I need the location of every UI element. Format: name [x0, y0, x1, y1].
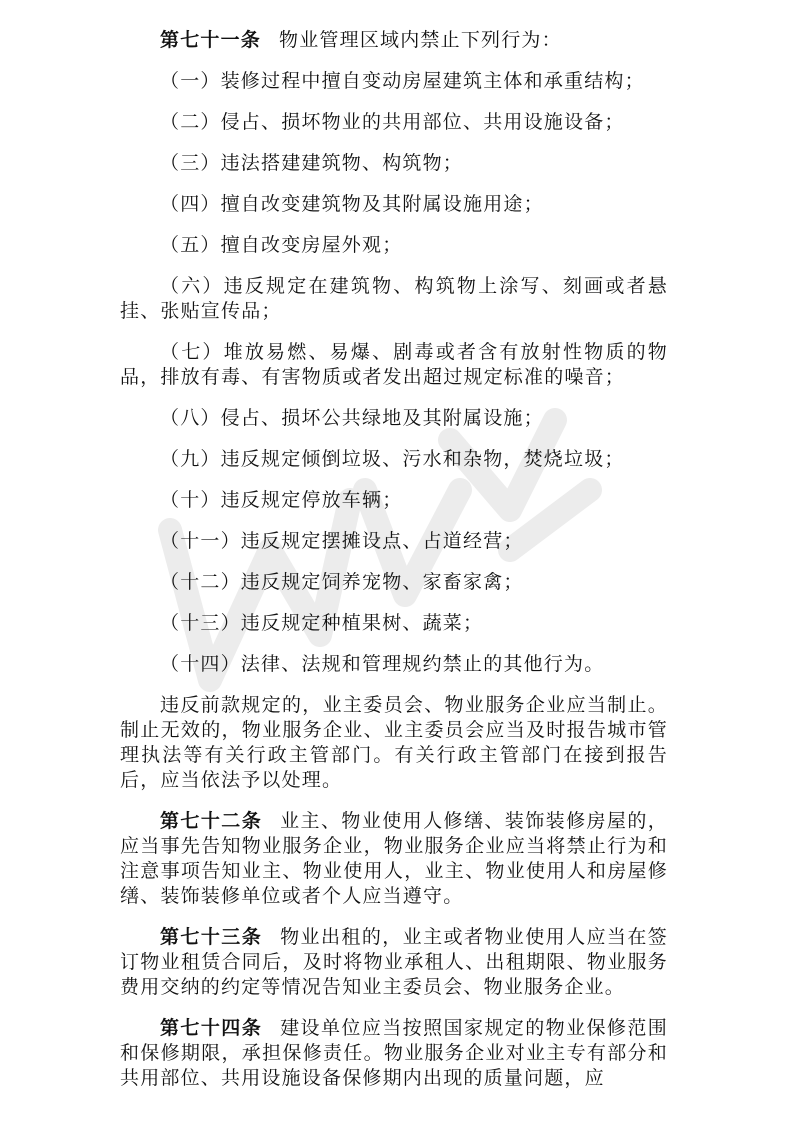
article-72-title: 第七十二条: [160, 810, 263, 832]
list-item: （十）违反规定停放车辆；: [160, 489, 403, 511]
article-73-text: 物业出租的，业主或者物业使用人应当在签订物业租赁合同后，及时将物业承租人、出租期限、物业服务费用交纳的约定等情况告知业主委员会、物业服务企业。: [120, 926, 668, 998]
article-71-heading: [120, 28, 668, 53]
list-item: （三）违法搭建建筑物、构筑物；: [160, 152, 464, 174]
article-73: [120, 925, 668, 1000]
document-body: [120, 28, 668, 1107]
article-72: [120, 809, 668, 909]
list-item: （九）违反规定倾倒垃圾、污水和杂物，焚烧垃圾；: [160, 448, 625, 470]
article-73-title: 第七十三条: [160, 926, 263, 948]
article-71-title: 第七十一条: [160, 29, 262, 51]
list-item: （二）侵占、损坏物业的共用部位、共用设施设备；: [160, 111, 625, 133]
list-item: （十四）法律、法规和管理规约禁止的其他行为。: [160, 653, 605, 675]
article-71-intro: 物业管理区域内禁止下列行为：: [279, 29, 562, 51]
list-item: （十二）违反规定饲养宠物、家畜家禽；: [160, 571, 524, 593]
article-71-closing: 违反前款规定的，业主委员会、物业服务企业应当制止。制止无效的，物业服务企业、业主委员会应当及时报告城市管理执法等有关行政主管部门。有关行政主管部门在接到报告后，应当依法予以处理。: [120, 694, 668, 791]
article-74-title: 第七十四条: [160, 1017, 263, 1039]
article-74-text: 建设单位应当按照国家规定的物业保修范围和保修期限，承担保修责任。物业服务企业对业主专有部分和共用部位、共用设施设备保修期内出现的质量问题，应: [120, 1017, 668, 1089]
list-item: （五）擅自改变房屋外观；: [160, 234, 403, 256]
article-74: [120, 1016, 668, 1091]
list-item: （八）侵占、损坏公共绿地及其附属设施；: [160, 407, 544, 429]
list-item: （四）擅自改变建筑物及其附属设施用途；: [160, 193, 544, 215]
article-72-text: 业主、物业使用人修缮、装饰装修房屋的，应当事先告知物业服务企业，物业服务企业应当将禁止行为和注意事项告知业主、物业使用人，业主、物业使用人和房屋修缮、装饰装修单位或者个人应当遵守。: [120, 810, 668, 907]
list-item: （十三）违反规定种植果树、蔬菜；: [160, 612, 484, 634]
list-item: （六）违反规定在建筑物、构筑物上涂写、刻画或者悬挂、张贴宣传品；: [120, 275, 668, 322]
list-item: （一）装修过程中擅自变动房屋建筑主体和承重结构；: [160, 70, 645, 92]
list-item: （七）堆放易燃、易爆、剧毒或者含有放射性物质的物品，排放有毒、有害物质或者发出超过规定标准的噪音；: [120, 341, 668, 388]
list-item: （十一）违反规定摆摊设点、占道经营；: [160, 530, 524, 552]
